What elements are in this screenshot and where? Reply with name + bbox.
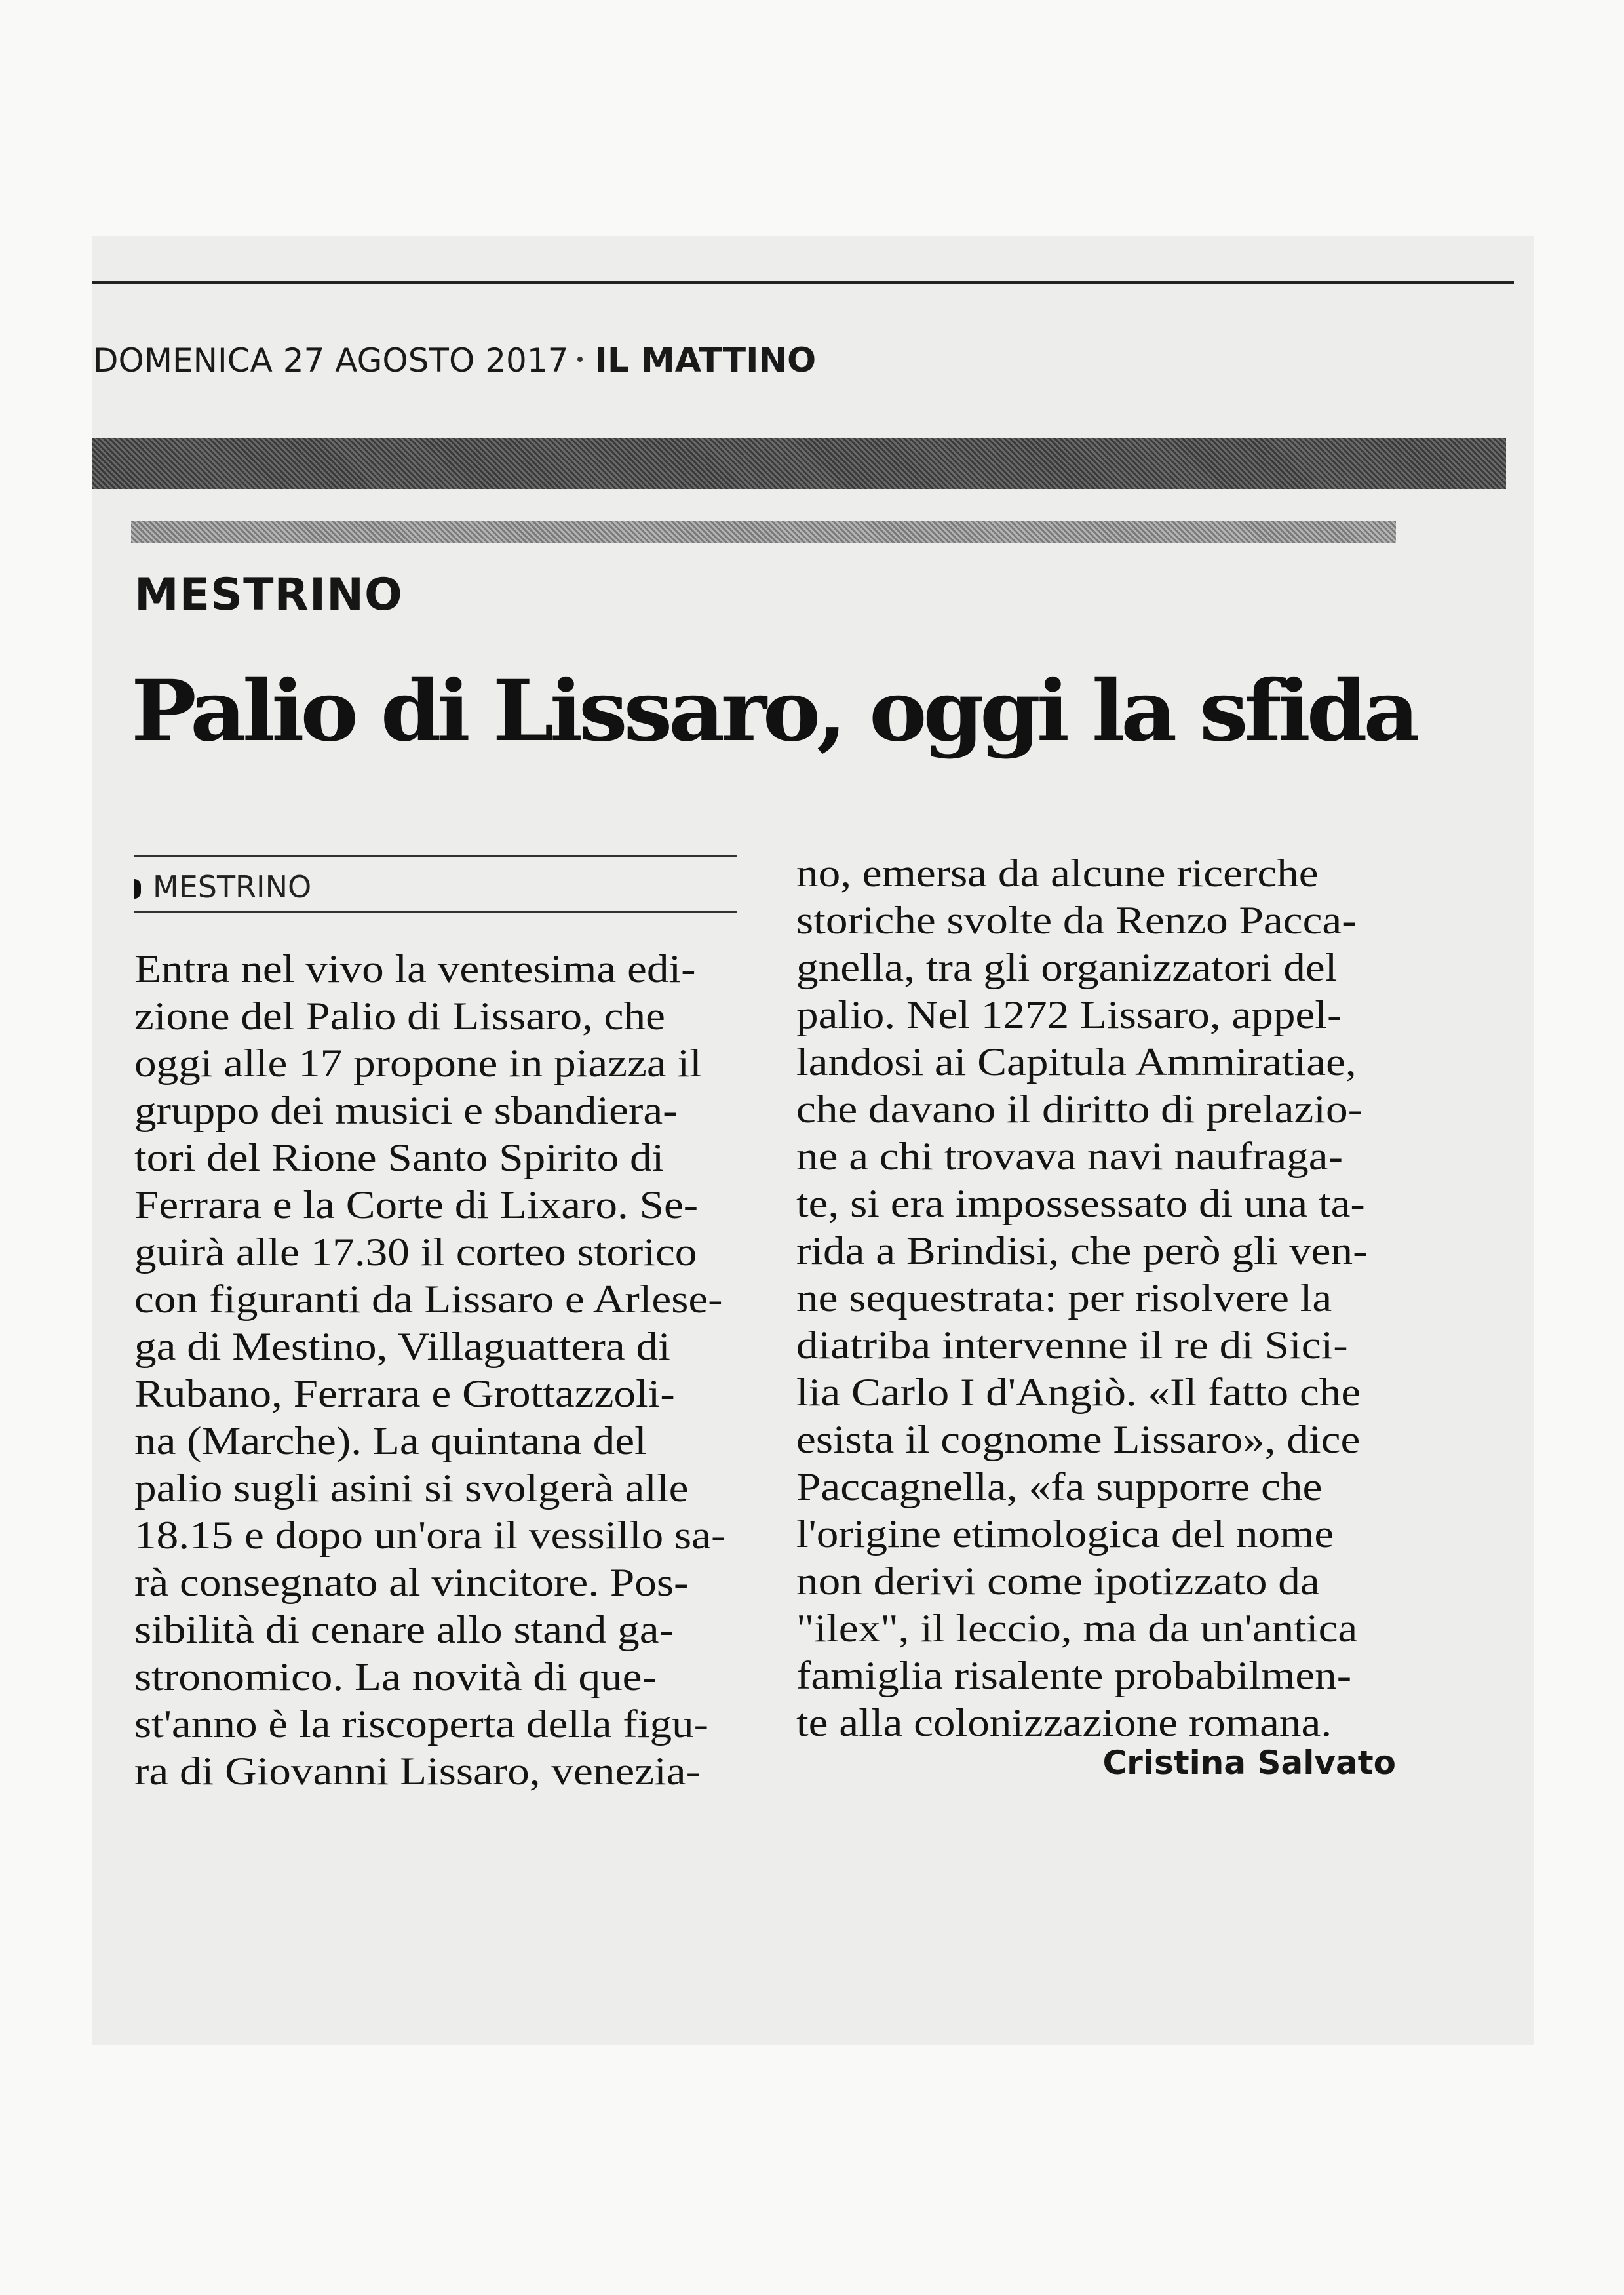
text-line: ga di Mestino, Villaguattera di bbox=[134, 1325, 670, 1368]
text-line: l'origine etimologica del nome bbox=[796, 1512, 1334, 1556]
text-line: oggi alle 17 propone in piazza il bbox=[134, 1042, 702, 1085]
text-line: palio sugli asini si svolgerà alle bbox=[134, 1466, 689, 1510]
text-line: "ilex", il leccio, ma da un'antica bbox=[796, 1607, 1358, 1650]
text-line: landosi ai Capitula Ammiratiae, bbox=[796, 1040, 1357, 1084]
section-band bbox=[92, 438, 1506, 489]
text-line: rida a Brindisi, che però gli ven- bbox=[796, 1229, 1368, 1272]
text-line: ne sequestrata: per risolvere la bbox=[796, 1276, 1332, 1320]
text-line: esista il cognome Lissaro», dice bbox=[796, 1418, 1361, 1461]
text-line: storiche svolte da Renzo Pacca- bbox=[796, 899, 1357, 942]
newspaper-name: IL MATTINO bbox=[594, 341, 817, 380]
location-box bbox=[134, 855, 737, 913]
text-line: zione del Palio di Lissaro, che bbox=[134, 994, 665, 1038]
text-line: gnella, tra gli organizzatori del bbox=[796, 946, 1338, 989]
text-line: gruppo dei musici e sbandiera- bbox=[134, 1089, 678, 1132]
text-line: Rubano, Ferrara e Grottazzoli- bbox=[134, 1372, 675, 1415]
location-line bbox=[134, 857, 737, 911]
text-line: con figuranti da Lissaro e Arlese- bbox=[134, 1278, 723, 1321]
text-line: ra di Giovanni Lissaro, venezia- bbox=[134, 1750, 701, 1793]
text-line: stronomico. La novità di que- bbox=[134, 1655, 657, 1698]
issue-date: DOMENICA 27 AGOSTO 2017 bbox=[93, 342, 569, 380]
text-line: Ferrara e la Corte di Lixaro. Se- bbox=[134, 1183, 699, 1226]
text-line: Paccagnella, «fa supporre che bbox=[796, 1465, 1323, 1508]
text-line: rà consegnato al vincitore. Pos- bbox=[134, 1561, 689, 1604]
article-headline: Palio di Lissaro, oggi la sfida bbox=[131, 662, 1416, 760]
text-line: lia Carlo I d'Angiò. «Il fatto che bbox=[796, 1371, 1361, 1414]
text-line: palio. Nel 1272 Lissaro, appel- bbox=[796, 993, 1342, 1036]
location-marker-icon bbox=[134, 879, 141, 899]
text-line: tori del Rione Santo Spirito di bbox=[134, 1136, 665, 1179]
text-line: na (Marche). La quintana del bbox=[134, 1419, 647, 1462]
separator-dot bbox=[577, 357, 583, 362]
text-line: che davano il diritto di prelazio- bbox=[796, 1088, 1363, 1131]
text-line: te, si era impossessato di una ta- bbox=[796, 1182, 1365, 1225]
text-line: te alla colonizzazione romana. bbox=[796, 1701, 1332, 1744]
text-line: 18.15 e dopo un'ora il vessillo sa- bbox=[134, 1514, 726, 1557]
location-rule-bottom bbox=[134, 911, 737, 913]
text-line: no, emersa da alcune ricerche bbox=[796, 852, 1319, 895]
article-kicker: MESTRINO bbox=[134, 569, 403, 621]
text-line: famiglia risalente probabilmen- bbox=[796, 1654, 1352, 1697]
article-column-right bbox=[796, 850, 1419, 1746]
top-rule bbox=[92, 281, 1514, 284]
location-label: MESTRINO bbox=[153, 869, 312, 905]
text-line: diatriba intervenne il re di Sici- bbox=[796, 1324, 1348, 1367]
text-line: guirà alle 17.30 il corteo storico bbox=[134, 1230, 697, 1274]
text-line: ne a chi trovava navi naufraga- bbox=[796, 1135, 1343, 1178]
text-line: Entra nel vivo la ventesima edi- bbox=[134, 947, 696, 991]
article-column-left bbox=[134, 945, 750, 1795]
article-top-band bbox=[131, 521, 1396, 543]
text-line: sibilità di cenare allo stand ga- bbox=[134, 1608, 674, 1651]
text-line: st'anno è la riscoperta della figu- bbox=[134, 1702, 709, 1746]
text-line: non derivi come ipotizzato da bbox=[796, 1559, 1320, 1603]
dateline bbox=[93, 341, 816, 380]
article-byline: Cristina Salvato bbox=[1102, 1744, 1396, 1782]
